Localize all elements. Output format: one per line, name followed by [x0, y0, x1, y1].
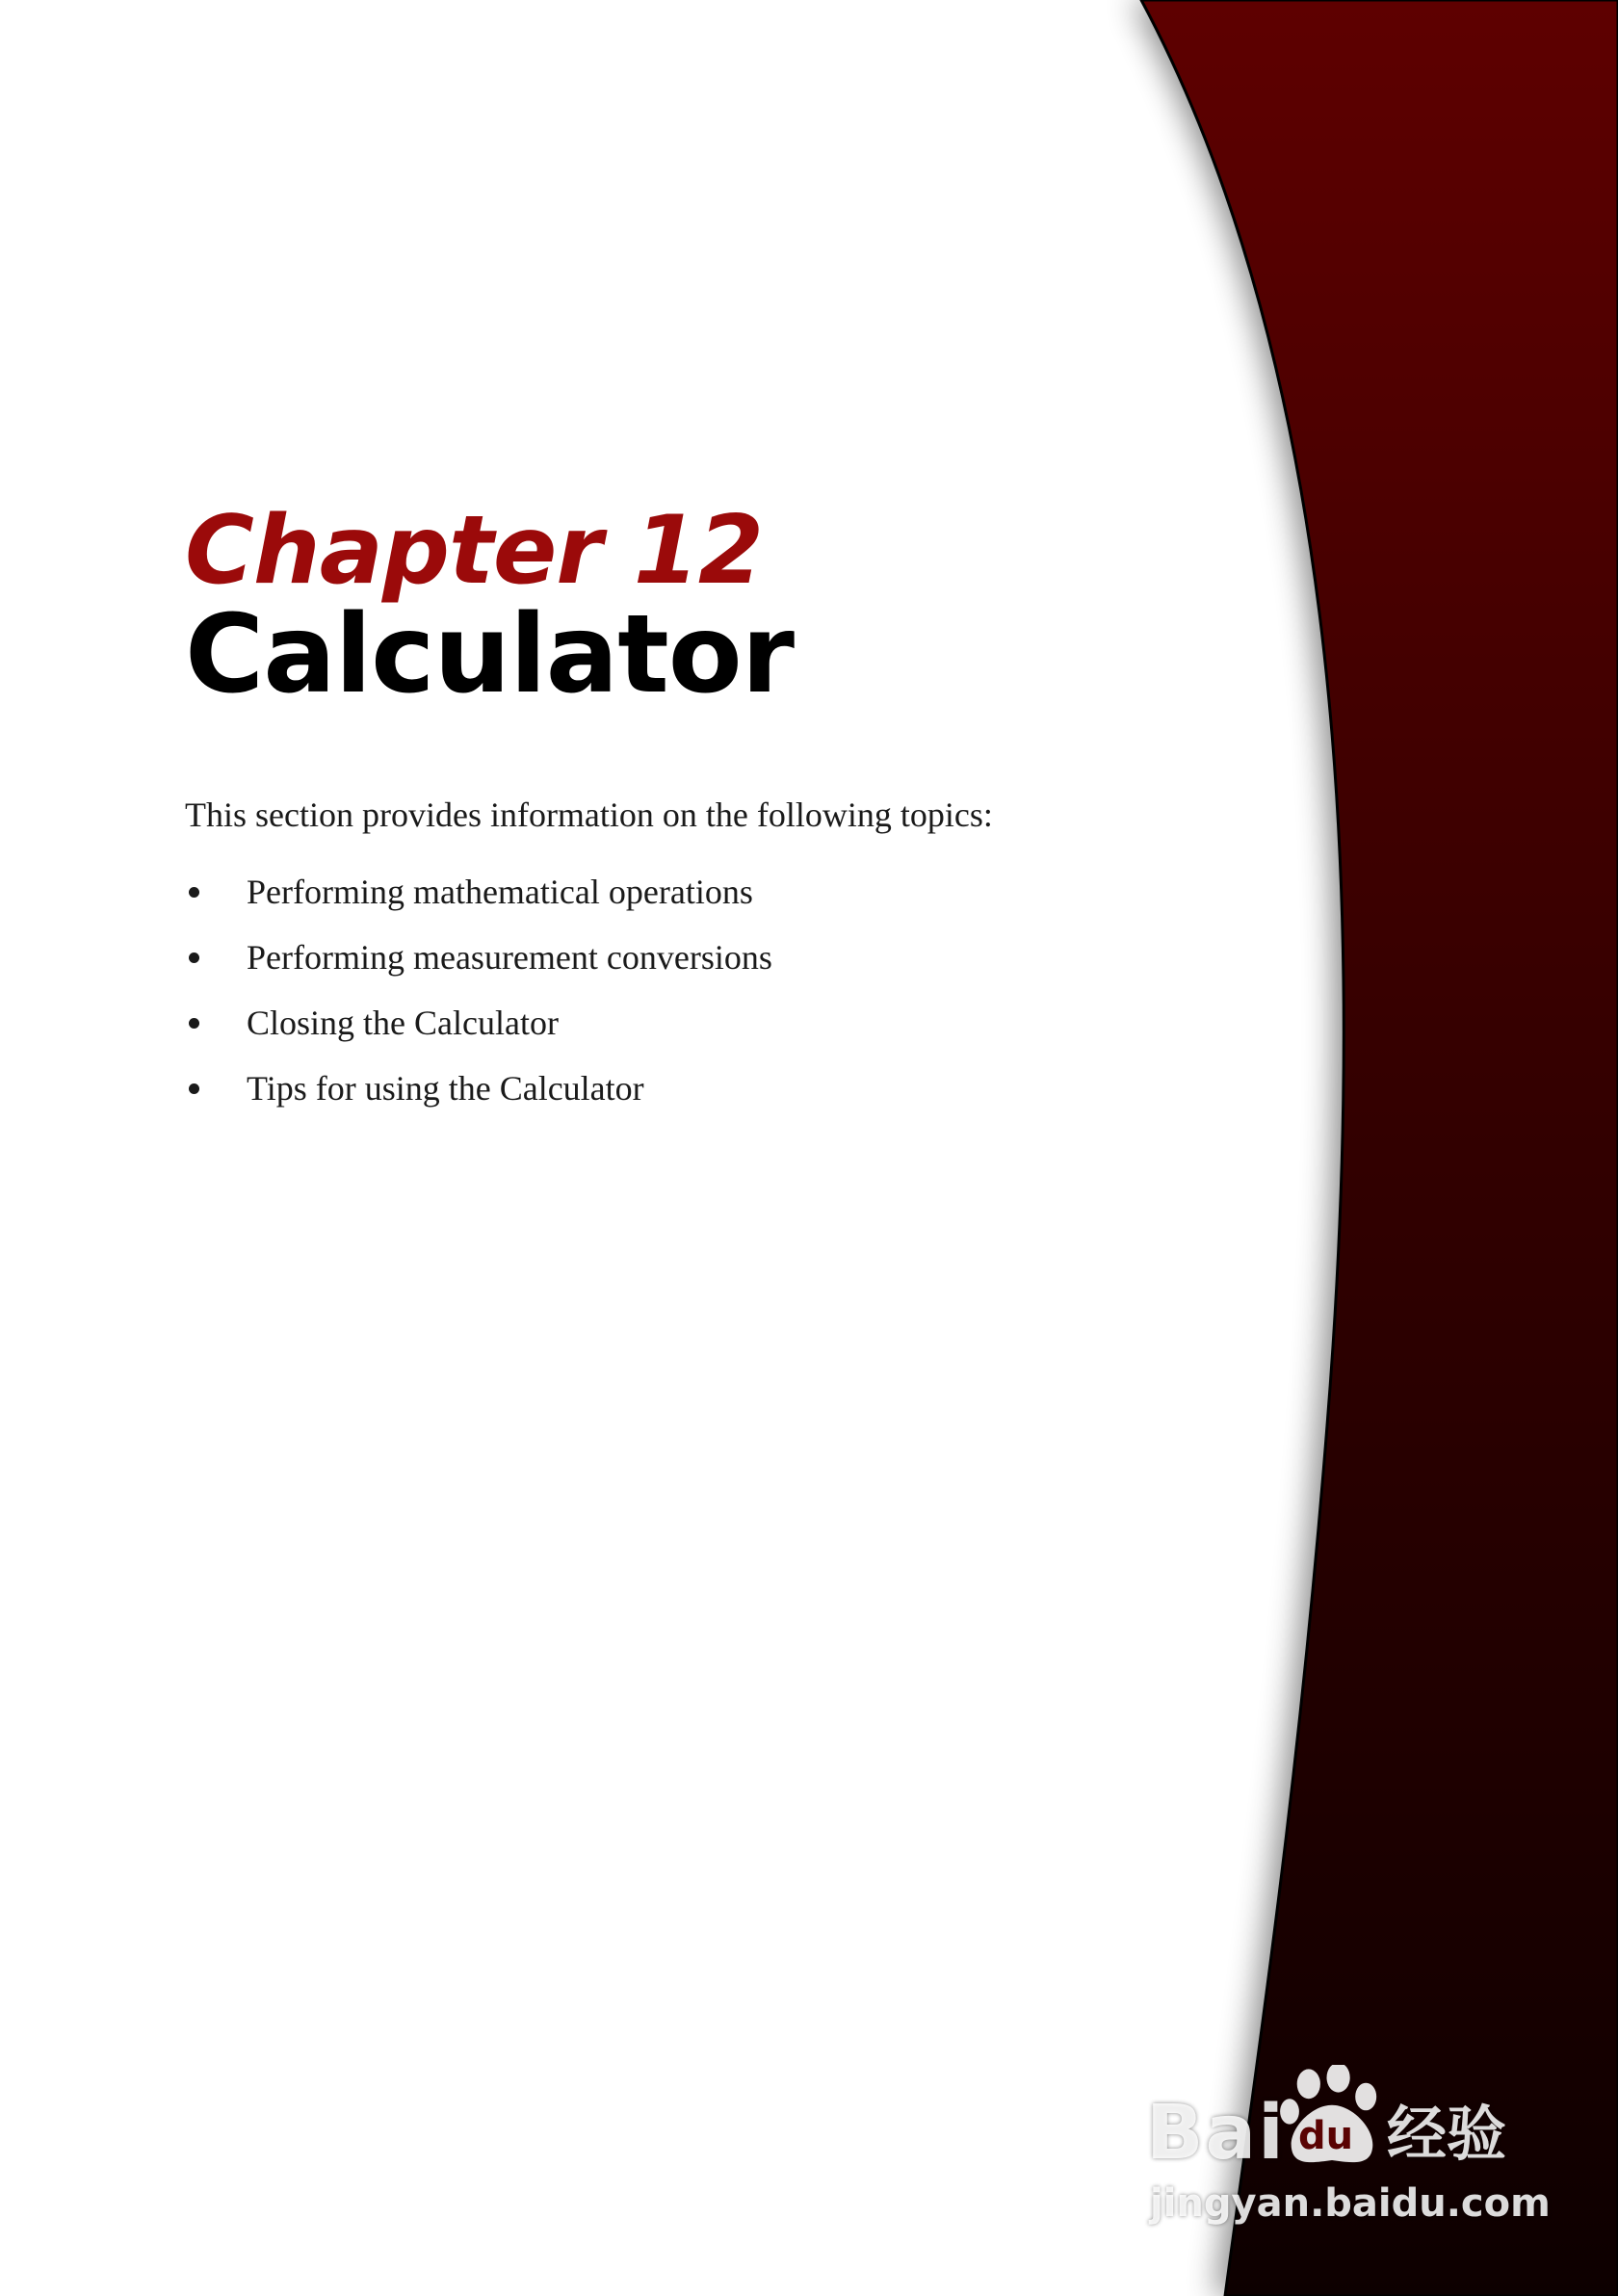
watermark-url: jingyan.baidu.com [1150, 2181, 1551, 2226]
watermark-brand-chinese: 经验 [1387, 2099, 1507, 2169]
topic-label: Performing measurement conversions [247, 938, 772, 977]
topic-label: Tips for using the Calculator [247, 1069, 644, 1108]
bullet-icon [189, 1083, 199, 1094]
list-item [185, 925, 1148, 990]
list-item [185, 990, 1148, 1056]
bullet-icon [189, 887, 199, 898]
topics-list [185, 859, 1148, 1121]
chapter-number: Chapter 12 [185, 496, 764, 606]
bullet-icon [189, 1018, 199, 1029]
watermark-brand-text: Bai [1146, 2090, 1286, 2177]
swoosh-panel [1141, 0, 1618, 2296]
watermark-brand-mark: du [1298, 2114, 1354, 2158]
chapter-opening [185, 496, 1148, 1121]
baidu-watermark [1146, 2051, 1551, 2244]
topic-label: Closing the Calculator [247, 1004, 559, 1042]
list-item [185, 1056, 1148, 1121]
bullet-icon [189, 952, 199, 963]
topic-label: Performing mathematical operations [247, 873, 753, 911]
list-item [185, 859, 1148, 925]
chapter-title: Calculator [185, 592, 794, 718]
intro-text: This section provides information on the following topics: [185, 796, 993, 834]
